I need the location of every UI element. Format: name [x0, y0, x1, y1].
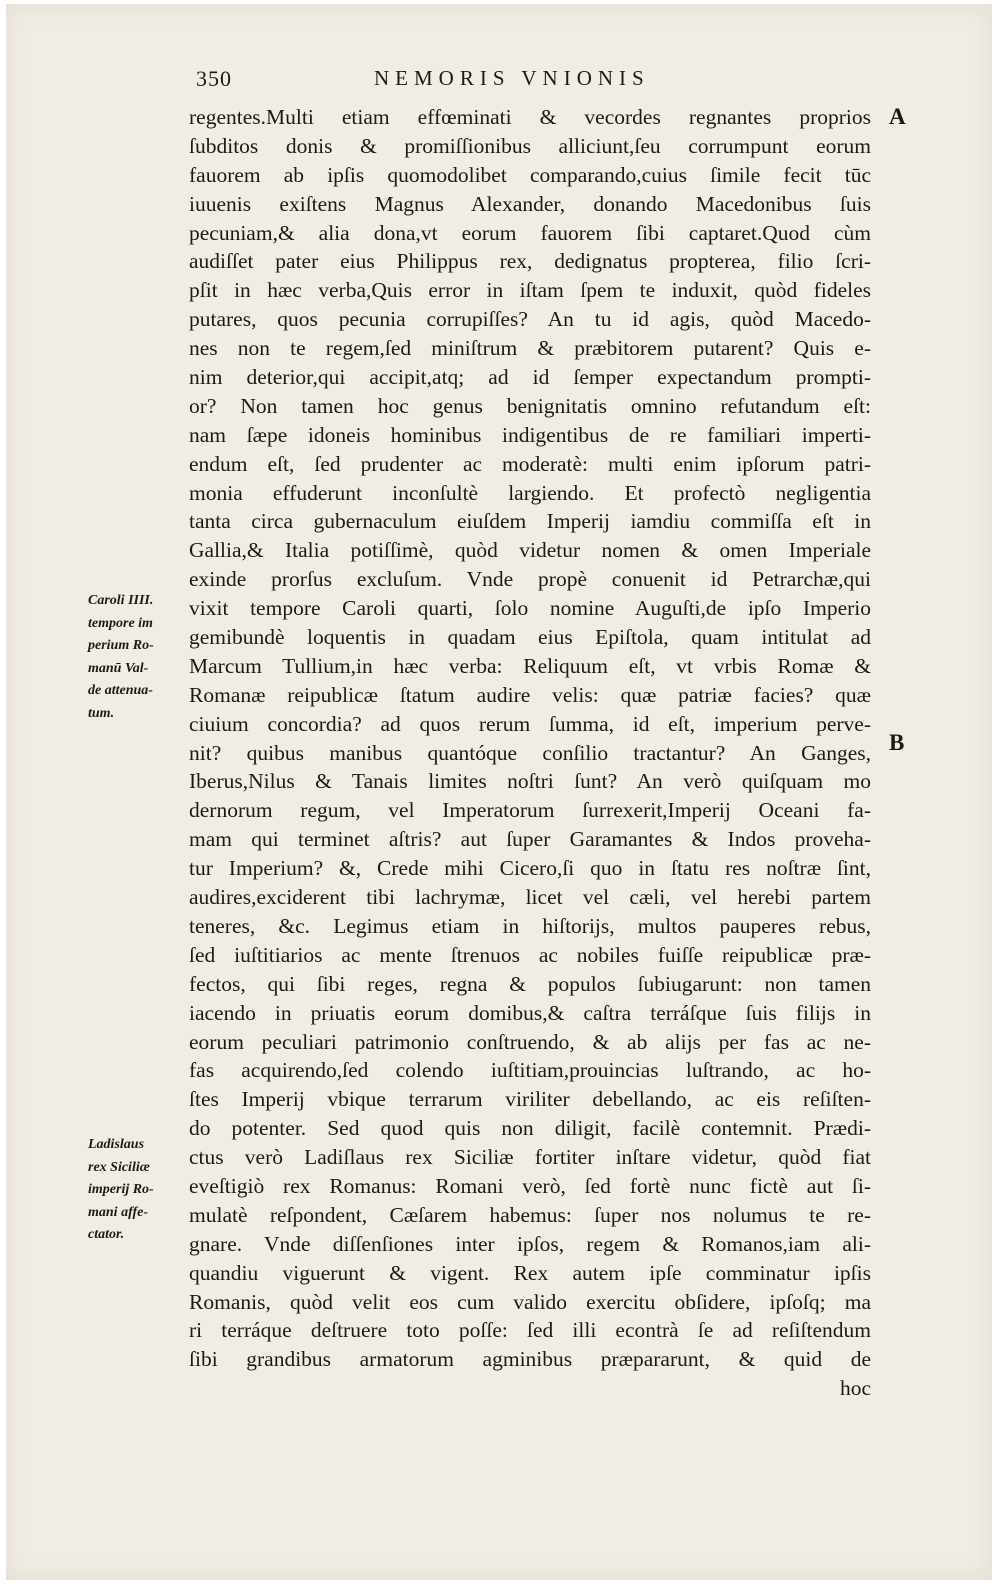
text-line: fauorem ab ipſis quomodolibet comparando,cuius ſimile fecit tūc: [189, 162, 871, 187]
text-line: iuuenis exiſtens Magnus Alexander, donando Macedonibus ſuis: [189, 191, 871, 216]
text-line: tanta circa gubernaculum eiuſdem Imperij iamdiu commiſſa eſt in: [189, 509, 871, 534]
text-line: nit? quibus manibus quantóque conſilio tractantur? An Ganges,: [189, 740, 871, 765]
side-note-line: Ladislaus: [88, 1137, 145, 1152]
text-line: ciuium concordia? ad quos rerum ſumma, id eſt, imperium perve-: [189, 711, 871, 736]
text-line: endum eſt, ſed prudenter ac moderatè: multi enim ipſorum patri-: [189, 451, 871, 476]
page-number: 350: [196, 66, 232, 91]
text-line: tur Imperium? &, Crede mihi Cicero,ſi quo in ſtatu res noſtræ ſint,: [189, 856, 871, 881]
text-line: fectos, qui ſibi reges, regna & populos ſubiugarunt: non tamen: [189, 971, 871, 996]
page-header: [196, 66, 876, 96]
side-note-caroli: [88, 590, 180, 725]
side-note-line: de attenua-: [88, 683, 153, 698]
text-line: mulatè reſpondent, Cæſarem habemus: ſuper nos nolumus te re-: [189, 1202, 871, 1227]
text-line: audiſſet pater eius Philippus rex, dedignatus propterea, filio ſcri-: [189, 249, 871, 274]
side-note-line: manū Val-: [88, 660, 149, 676]
side-note-line: imperij Ro-: [88, 1182, 154, 1197]
text-line: gemibundè loquentis in quadam eius Epiſtola, quam intitulat ad: [189, 625, 871, 650]
catchword: hoc: [839, 1376, 871, 1401]
text-line: ſibi grandibus armatorum agminibus præpararunt, & quid de: [189, 1347, 871, 1372]
text-line: Romanæ reipublicæ ſtatum audire velis: quæ patriæ facies? quæ: [189, 682, 871, 707]
text-line: ctus verò Ladiſlaus rex Siciliæ fortiter inſtare videtur, quòd fiat: [189, 1145, 871, 1170]
running-head: NEMORIS VNIONIS: [374, 66, 650, 90]
section-marker-a: A: [889, 104, 906, 129]
side-note-line: tum.: [88, 705, 115, 721]
text-line: monia effuderunt inconſultè largiendo. Et profectò negligentia: [189, 480, 871, 505]
text-line: teneres, &c. Legimus etiam in hiſtorijs, multos pauperes rebus,: [189, 913, 871, 938]
text-line: Iberus,Nilus & Tanais limites noſtri ſunt? An verò quiſquam mo: [189, 769, 871, 794]
text-line: putares, quos pecunia corrupiſſes? An tu id agis, quòd Macedo-: [189, 307, 871, 332]
text-line: vixit tempore Caroli quarti, ſolo nomine Auguſti,de ipſo Imperio: [189, 596, 871, 621]
text-line: do potenter. Sed quod quis non diligit, facilè contemnit. Prædi-: [189, 1116, 871, 1141]
text-line: audires,exciderent tibi lachrymæ, licet vel cæli, vel herebi partem: [189, 885, 871, 910]
text-line: quandiu viguerunt & vigent. Rex autem ipſe comminatur ipſis: [189, 1260, 871, 1285]
text-line: gnare. Vnde diſſenſiones inter ipſos, regem & Romanos,iam ali-: [189, 1231, 871, 1256]
text-line: Romanis, quòd velit eos cum valido exercitu obſidere, ipſoſq; ma: [189, 1289, 871, 1314]
text-line: eorum peculiari patrimonio conſtruendo, & ab alijs per fas ac ne-: [189, 1029, 871, 1054]
text-line: ſed iuſtitiarios ac mente ſtrenuos ac nobiles fuiſſe reipublicæ præ-: [189, 942, 871, 967]
text-line: mam qui terminet aſtris? aut ſuper Garamantes & Indos proveha-: [189, 827, 871, 852]
text-line: pſit in hæc verba,Quis error in iſtam ſpem te induxit, quòd fideles: [189, 278, 871, 303]
text-line: Marcum Tullium,in hæc verba: Reliquum eſt, vt vrbis Romæ &: [189, 653, 871, 678]
text-line: Gallia,& Italia potiſſimè, quòd videtur nomen & omen Imperiale: [189, 538, 871, 563]
text-line: exinde prorſus excluſum. Vnde propè conuenit id Petrarchæ,qui: [189, 567, 871, 592]
text-line: dernorum regum, vel Imperatorum ſurrexerit,Imperij Oceani fa-: [189, 798, 871, 823]
text-line: nim deterior,qui accipit,atq; ad id ſemper expectandum prompti-: [189, 365, 871, 390]
body-text: [189, 103, 871, 1403]
text-line: ſubditos donis & promiſſionibus alliciunt,ſeu corrumpunt eorum: [189, 133, 871, 158]
text-line: nes non te regem,ſed miniſtrum & præbitorem putarent? Quis e-: [189, 336, 871, 361]
text-line: or? Non tamen hoc genus benignitatis omnino refutandum eſt:: [189, 393, 871, 418]
side-note-line: ctator.: [88, 1227, 125, 1242]
side-note-line: Caroli IIII.: [88, 593, 154, 608]
side-note-ladislaus: [88, 1134, 180, 1247]
text-line: nam ſæpe idoneis hominibus indigentibus de re familiari imperti-: [189, 422, 871, 447]
text-line: ri terráque deſtruere toto poſſe: ſed illi econtrà ſe ad reſiſtendum: [189, 1318, 871, 1343]
text-line: iacendo in priuatis eorum domibus,& caſtra terráſque ſuis filijs in: [189, 1000, 871, 1025]
side-note-line: tempore im: [88, 615, 153, 631]
text-line: eveſtigiò rex Romanus: Romani verò, ſed fortè nunc fictè aut ſi-: [189, 1173, 871, 1198]
text-line: ſtes Imperij vbique terrarum viriliter debellando, ac eis reſiſten-: [189, 1087, 871, 1112]
side-note-line: rex Siciliæ: [88, 1159, 150, 1175]
text-line: fas acquirendo,ſed colendo iuſtitiam,prouincias luſtrando, ac ho-: [189, 1058, 871, 1083]
section-marker-b: B: [889, 730, 905, 755]
text-line: regentes.Multi etiam effœminati & vecordes regnantes proprios: [189, 105, 871, 129]
side-note-line: perium Ro-: [88, 638, 154, 653]
side-note-line: mani affe-: [88, 1204, 149, 1220]
text-line: pecuniam,& alia dona,vt eorum fauorem ſibi captaret.Quod cùm: [189, 220, 871, 245]
